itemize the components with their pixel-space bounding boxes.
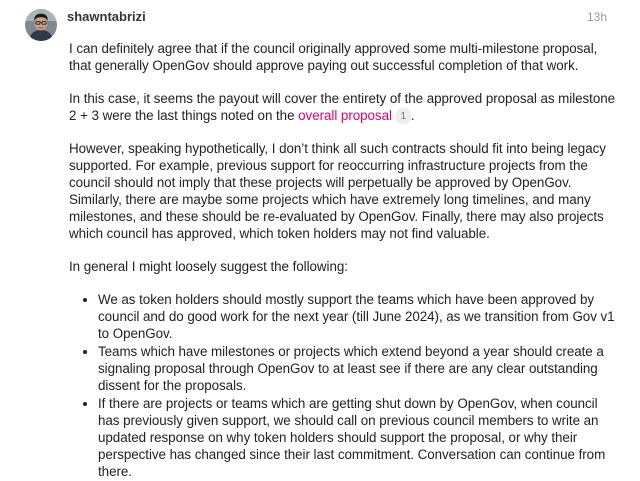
post-author-name[interactable]: shawntabrizi [67, 9, 146, 24]
list-item: • Teams which have milestones or projects which extend beyond a year should create a signaling proposal through OpenGov to at least see if there are any clear outstanding dissent for the proposals. [98, 343, 617, 394]
avatar-image-icon [25, 9, 57, 41]
list-item: • If there are projects or teams which are getting shut down by OpenGov, when council has previously given support, we should call on previous council members to write an updated response on why token holders should support the proposal, or why their perspective has changed since their last commitment. Conversation can continue from there. [98, 395, 617, 480]
link-click-count-badge: 1 [396, 108, 411, 124]
post-paragraph-1: I can definitely agree that if the council originally approved some multi-milestone proposal, that generally OpenGov should approve paying out successful completion of that work. [69, 41, 598, 73]
post-paragraph-2 [69, 90, 617, 124]
suggestion-list [69, 291, 617, 480]
post-timestamp[interactable]: 13h [586, 10, 607, 24]
overall-proposal-link[interactable]: overall proposal [298, 108, 392, 123]
post-paragraph-4: In general I might loosely suggest the following: [69, 259, 348, 274]
list-item: • We as token holders should mostly support the teams which have been approved by council and do good work for the next year (till June 2024), as we transition from Gov v1 to OpenGov. [98, 291, 617, 342]
post-body [69, 38, 617, 481]
post-paragraph-2-end: . [410, 108, 415, 123]
post-paragraph-2-text: In this case, it seems the payout will cover the entirety of the approved proposal as milestone 2 + 3 were the last things noted on the [69, 91, 616, 123]
user-avatar[interactable] [25, 9, 57, 41]
post-paragraph-3: However, speaking hypothetically, I don’t think all such contracts should fit into being legacy supported. For example, previous support for reoccurring infrastructure projects from the council should not imply that these projects will perpetually be approved by OpenGov. Similarly, there are maybe some projects which have extremely long timelines, and many milestones, and these should be re-evaluated by OpenGov. Finally, there may also projects which council has approved, which token holders may not find valuable. [69, 141, 606, 241]
